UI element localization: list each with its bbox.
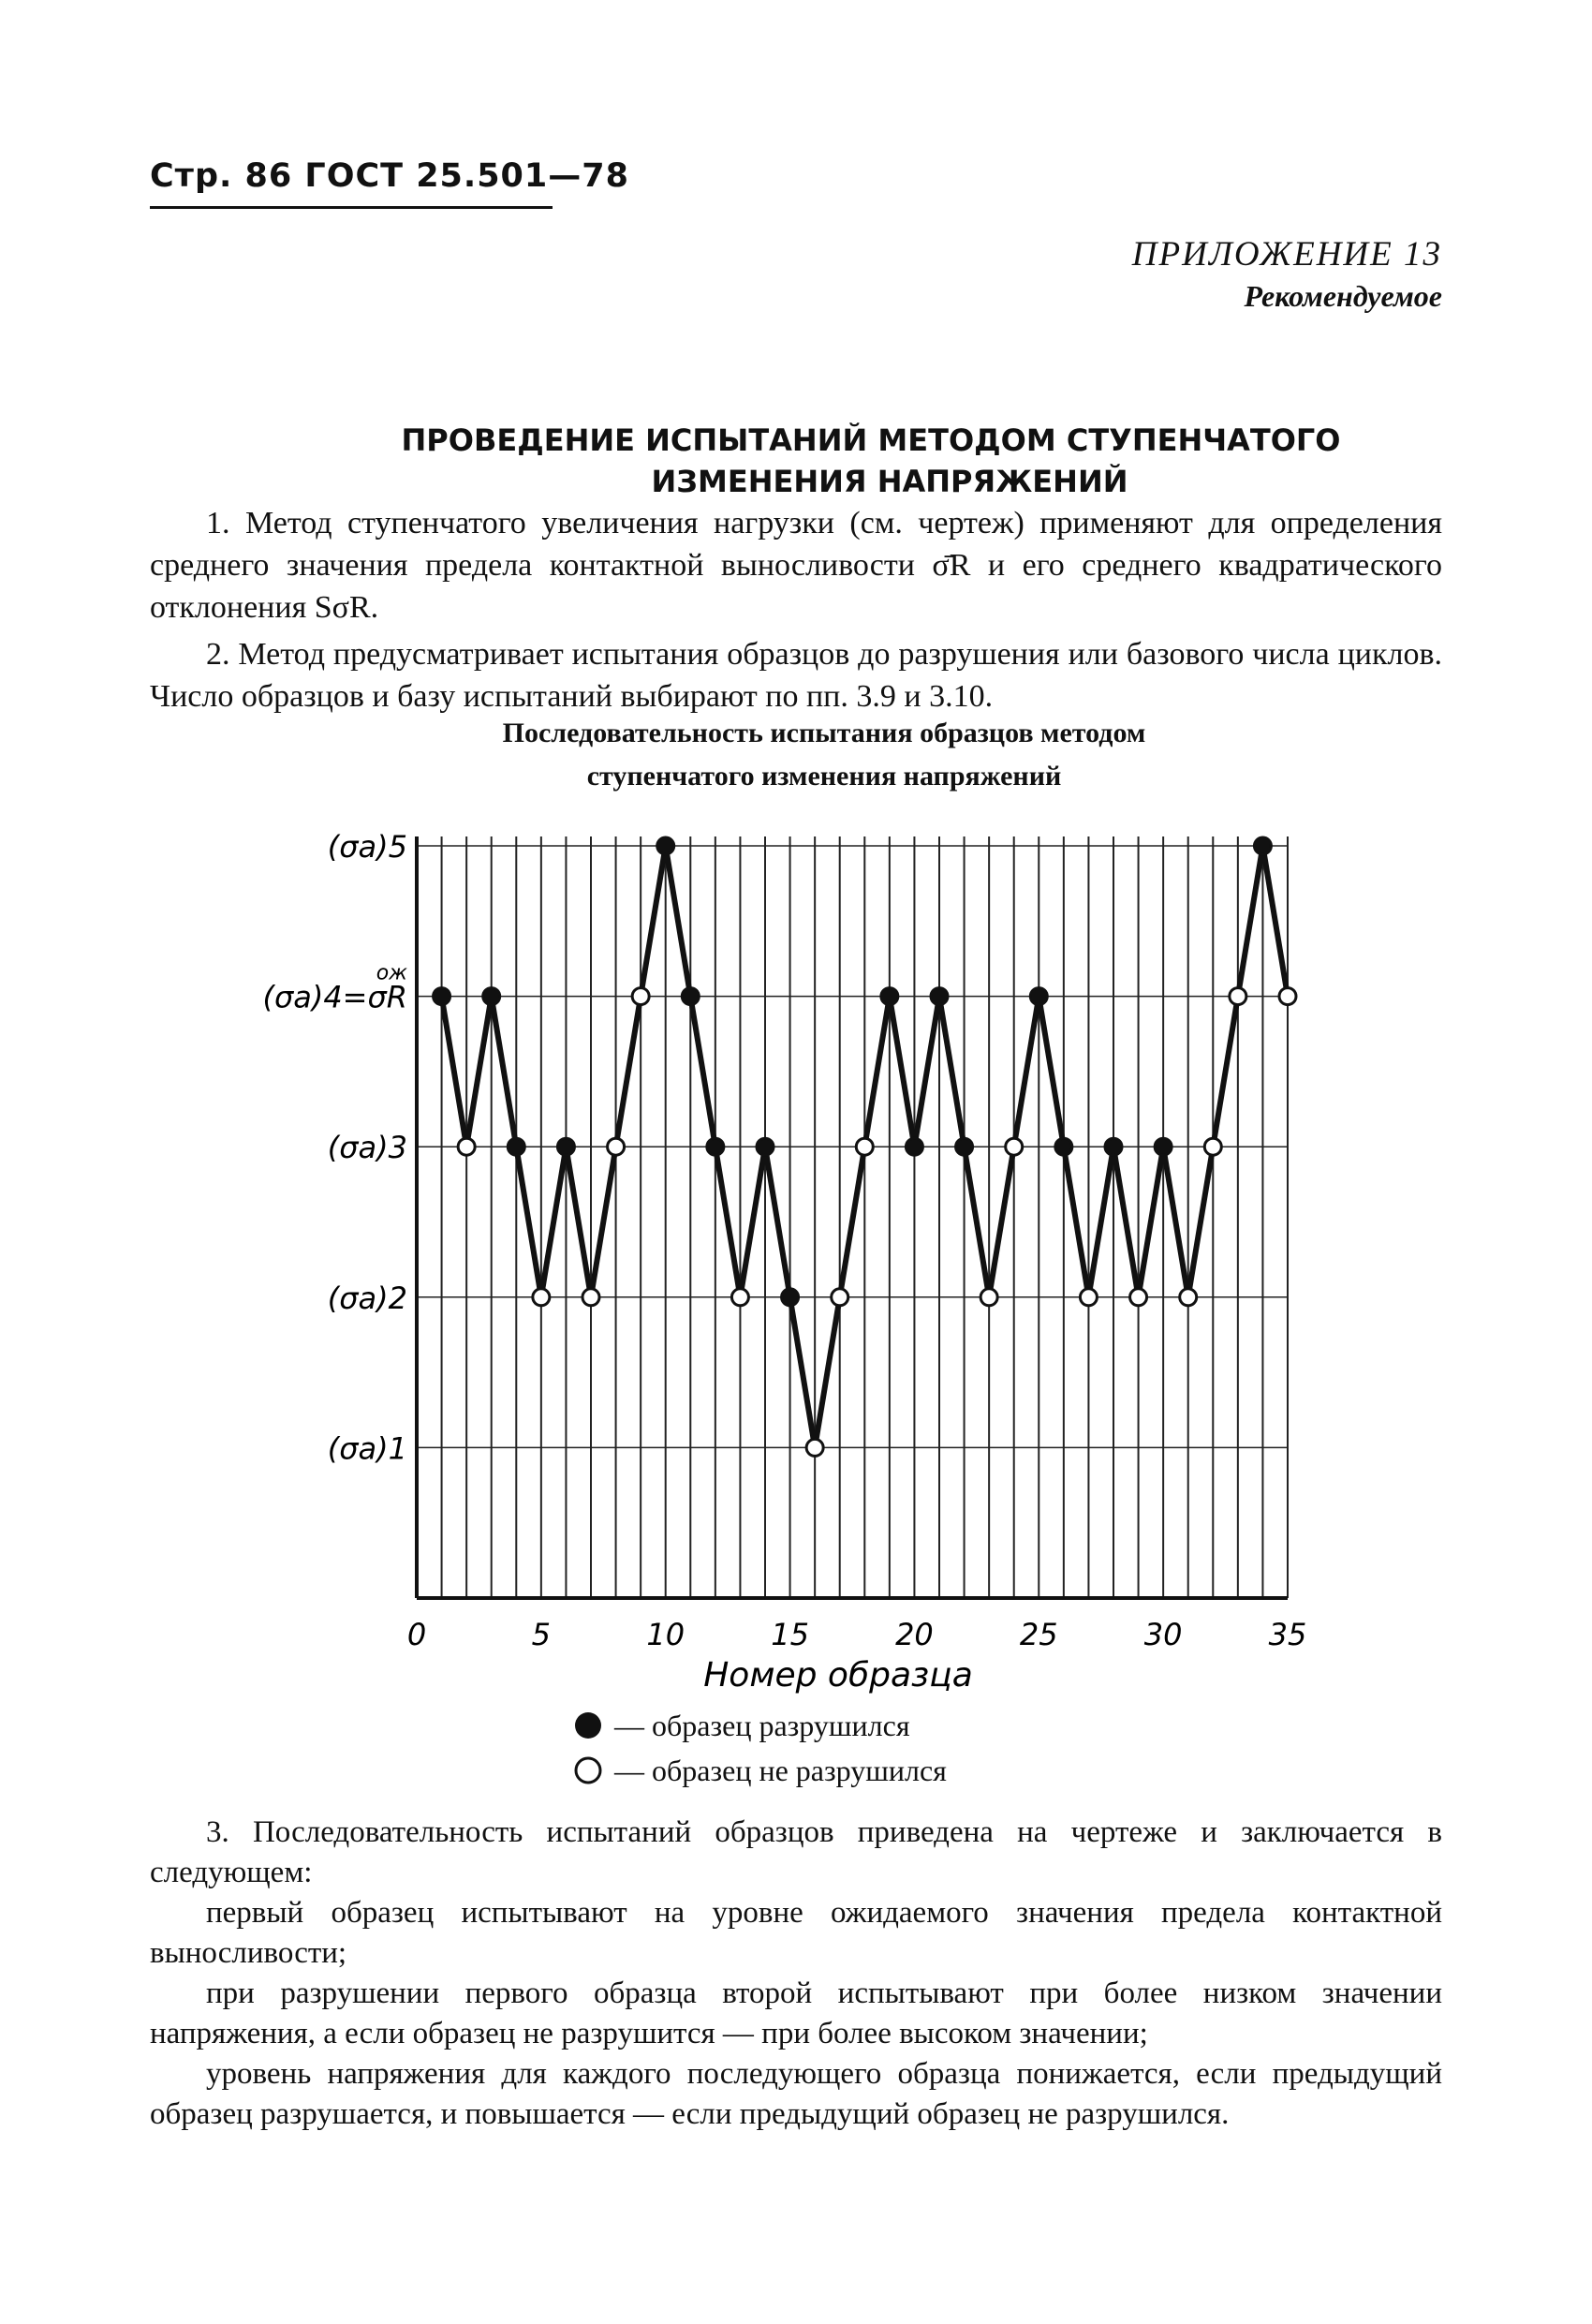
appendix-label: ПРИЛОЖЕНИЕ 13	[1131, 235, 1442, 274]
data-point-failed	[906, 1138, 922, 1155]
title-line-2: ИЗМЕНЕНИЯ НАПРЯЖЕНИЙ	[651, 464, 1128, 499]
open-circle-icon	[571, 1754, 605, 1787]
data-point-failed	[782, 1289, 799, 1306]
data-point-survived	[980, 1289, 997, 1306]
data-point-survived	[1080, 1289, 1097, 1306]
data-point-failed	[1254, 837, 1271, 854]
data-point-survived	[856, 1138, 873, 1155]
data-point-survived	[608, 1138, 625, 1155]
title-line-1: ПРОВЕДЕНИЕ ИСПЫТАНИЙ МЕТОДОМ СТУПЕНЧАТОГО	[401, 422, 1341, 458]
x-tick-label: 10	[646, 1617, 685, 1652]
y-tick-label: (σa)3	[327, 1130, 407, 1166]
y-tick-label: (σa)5	[327, 829, 407, 865]
data-point-failed	[1030, 988, 1047, 1005]
data-point-failed	[682, 988, 699, 1005]
x-tick-label: 25	[1019, 1617, 1058, 1652]
chart-title	[150, 712, 1498, 798]
data-point-failed	[1055, 1138, 1072, 1155]
data-point-survived	[832, 1289, 848, 1306]
appendix-status: Рекомендуемое	[1244, 279, 1442, 313]
header-rule	[150, 206, 553, 209]
data-point-survived	[731, 1289, 748, 1306]
x-tick-label: 15	[771, 1617, 809, 1652]
data-point-failed	[557, 1138, 574, 1155]
chart-title-text: Последовательность испытания образцов методом ступенчатого изменения напряжений	[502, 718, 1146, 792]
data-point-failed	[956, 1138, 973, 1155]
y-tick-superscript: ож	[376, 961, 407, 985]
data-point-failed	[931, 988, 948, 1005]
data-point-survived	[1204, 1138, 1221, 1155]
legend-label-failed: — образец разрушился	[614, 1709, 910, 1742]
data-point-survived	[1180, 1289, 1197, 1306]
data-point-failed	[483, 988, 500, 1005]
x-tick-label: 30	[1143, 1617, 1183, 1652]
filled-circle-icon	[571, 1709, 605, 1742]
data-point-failed	[1155, 1138, 1172, 1155]
data-point-survived	[1230, 988, 1246, 1005]
document-title	[150, 420, 1592, 502]
chart-legend	[571, 1703, 947, 1793]
data-point-failed	[881, 988, 898, 1005]
data-point-failed	[657, 837, 674, 854]
data-point-survived	[806, 1439, 823, 1456]
data-point-failed	[757, 1138, 774, 1155]
y-tick-label: (σa)2	[327, 1280, 407, 1316]
data-point-survived	[533, 1289, 550, 1306]
legend-label-survived: — образец не разрушился	[614, 1754, 947, 1787]
y-tick-label: (σa)1	[327, 1430, 407, 1467]
paragraph-2: 2. Метод предусматривает испытания образцов до разрушения или базового числа циклов. Число образцов и базу испытаний выбирают по пп. 3.9 и 3.10.	[150, 637, 1442, 714]
x-tick-label: 5	[531, 1617, 552, 1652]
bottom-paragraph-3: при разрушении первого образца второй испытывают при более низком значении напряжения, а если образец не разрушится — при более высоком значении;	[150, 1976, 1442, 2050]
bottom-text	[150, 1813, 1442, 2135]
data-point-survived	[582, 1289, 599, 1306]
x-axis-ticks	[407, 1617, 1307, 1652]
data-point-survived	[1006, 1138, 1023, 1155]
bottom-paragraph-4: уровень напряжения для каждого последующего образца понижается, если предыдущий образец разрушается, и повышается — если предыдущий образец не разрушился.	[150, 2057, 1442, 2131]
x-tick-label: 35	[1268, 1617, 1307, 1652]
x-tick-label: 0	[406, 1617, 427, 1652]
bottom-paragraph-2: первый образец испытывают на уровне ожидаемого значения предела контактной выносливости;	[150, 1896, 1442, 1970]
y-tick-label: (σa)4=σR	[262, 979, 407, 1015]
data-point-failed	[508, 1138, 524, 1155]
data-point-survived	[458, 1138, 475, 1155]
legend-item-survived	[571, 1748, 947, 1793]
x-axis-label: Номер образца	[703, 1656, 973, 1695]
page-header: Стр. 86 ГОСТ 25.501—78	[150, 157, 629, 195]
data-point-failed	[1105, 1138, 1122, 1155]
step-test-chart	[0, 806, 1592, 1714]
paragraph-1: 1. Метод ступенчатого увеличения нагрузки (см. чертеж) применяют для определения среднего значения предела контактной выносливости σ̄R и его среднего квадратического отклонения SσR.	[150, 506, 1442, 625]
legend-item-failed	[571, 1703, 947, 1748]
data-point-survived	[632, 988, 649, 1005]
data-point-failed	[434, 988, 450, 1005]
data-point-survived	[1130, 1289, 1147, 1306]
bottom-paragraph-1: 3. Последовательность испытаний образцов приведена на чертеже и заключается в следующем:	[150, 1815, 1442, 1889]
data-point-failed	[707, 1138, 724, 1155]
y-axis-labels	[262, 829, 407, 1466]
x-tick-label: 20	[895, 1617, 934, 1652]
data-point-survived	[1279, 988, 1296, 1005]
